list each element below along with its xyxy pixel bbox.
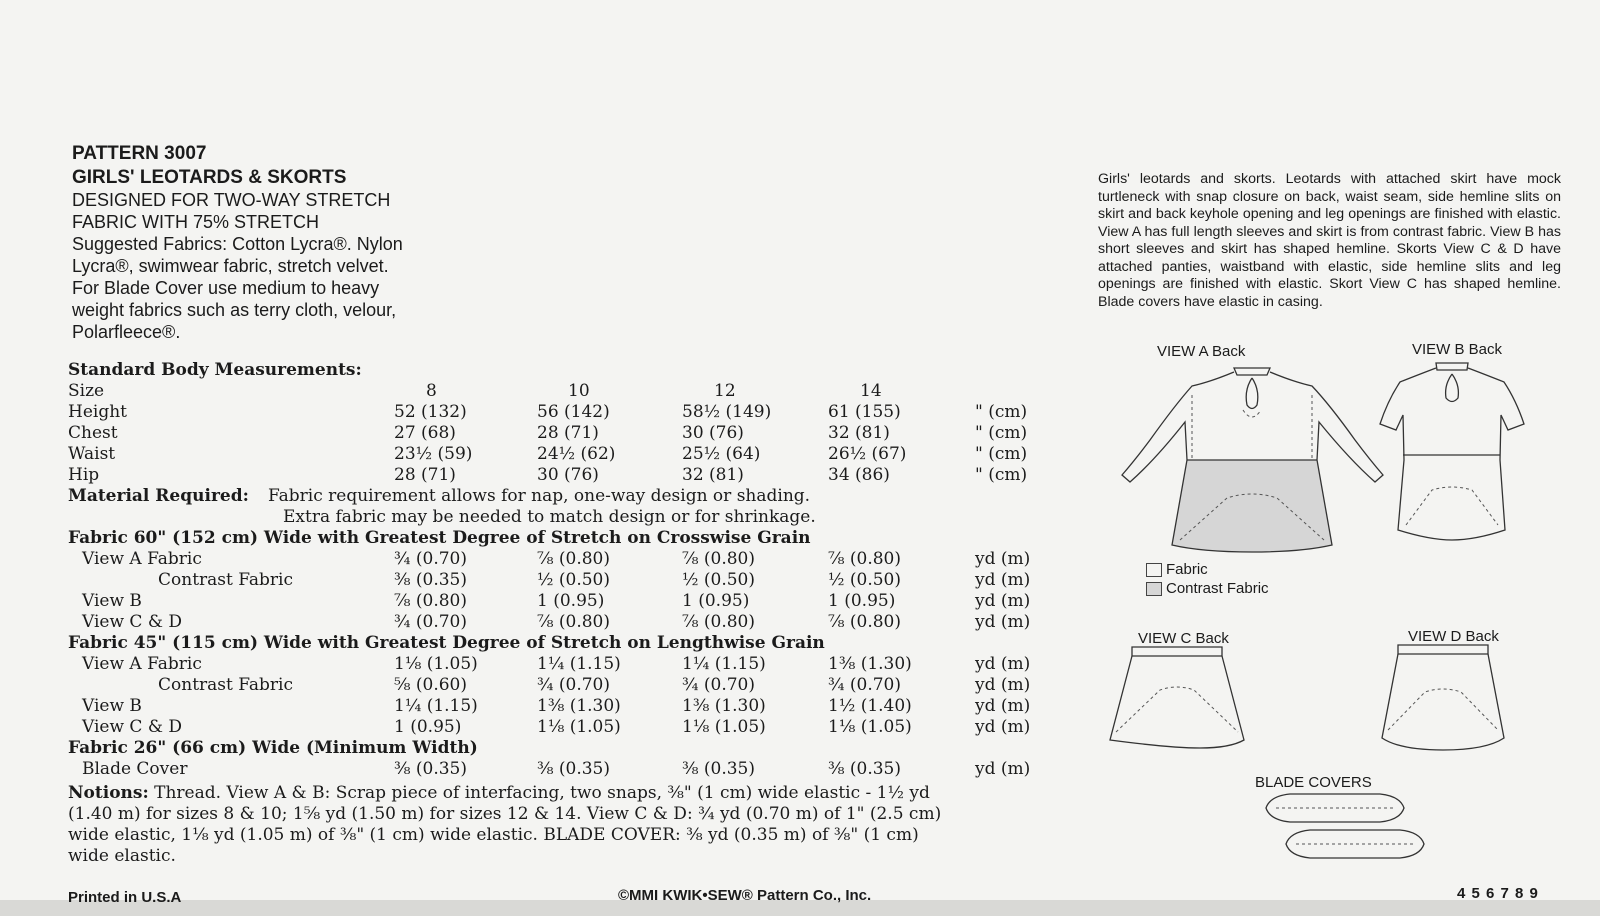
view-a-keyhole-stitch: [1243, 410, 1261, 417]
designed-for-line-1: DESIGNED FOR TWO-WAY STRETCH: [72, 190, 391, 210]
notions-line-2: (1.40 m) for sizes 8 & 10; 1⅝ yd (1.50 m) for sizes 12 & 14. View C & D: ¾ yd (0.70 m) of 1" (2.5 cm): [68, 804, 942, 824]
suggested-fabrics-line-1: Suggested Fabrics: Cotton Lycra®. Nylon: [72, 234, 403, 254]
size-row: [68, 381, 1148, 402]
size-label: Size: [68, 381, 105, 401]
material-required-line-2: Extra fabric may be needed to match design or for shrinkage.: [283, 507, 816, 527]
hip-row: Hip 28 (71) 30 (76) 32 (81) 34 (86) " (cm): [68, 465, 1028, 485]
fabric-45-view-cd-row: View C & D 1 (0.95) 1⅛ (1.05) 1⅛ (1.05) 1⅛ (1.05) yd (m): [82, 717, 1031, 737]
fabric-60-view-a-row: View A Fabric ¾ (0.70) ⅞ (0.80) ⅞ (0.80) ⅞ (0.80) yd (m): [82, 549, 1031, 569]
pattern-description: Girls' leotards and skorts. Leotards with attached skirt have mock turtleneck with snap closure on back, waist seam, side hemline slits on skirt and back keyhole opening and leg openings are finished with elastic. View A has full length sleeves and skirt is from contrast fabric. View B has short sleeves and skirt has shaped hemline. Skorts View C & D have attached panties, waistband with elastic, side hemline slits and leg openings are finished with elastic. Skort View C has shaped hemline. Blade covers have elastic in casing.: [1098, 171, 1561, 310]
copyright-label: ©MMI KWIK•SEW® Pattern Co., Inc.: [618, 887, 872, 904]
view-d-outline: [1382, 654, 1504, 750]
pattern-title: GIRLS' LEOTARDS & SKORTS: [72, 167, 347, 188]
view-c-outline: [1110, 656, 1244, 748]
height-row: Height 52 (132) 56 (142) 58½ (149) 61 (155) " (cm): [68, 402, 1028, 422]
designed-for-line-2: FABRIC WITH 75% STRETCH: [72, 212, 320, 232]
notions-line-3: wide elastic, 1⅛ yd (1.05 m) of ⅜" (1 cm) wide elastic. BLADE COVER: ⅜ yd (0.35 m) of ⅜" (1 cm): [68, 825, 919, 845]
view-b-collar: [1436, 363, 1468, 370]
view-c-waistband: [1132, 647, 1222, 656]
view-c-leg-opening: [1116, 687, 1238, 732]
view-d-waistband: [1398, 645, 1488, 654]
pattern-number: PATTERN 3007: [72, 143, 207, 164]
view-d-back-label: VIEW D Back: [1408, 628, 1499, 645]
view-a-collar: [1234, 368, 1270, 375]
view-c-back-label: VIEW C Back: [1138, 630, 1229, 647]
view-a-back-label: VIEW A Back: [1157, 343, 1246, 360]
view-a-sketch: [1122, 368, 1383, 552]
view-d-leg-opening: [1388, 689, 1498, 730]
suggested-fabrics-line-4: weight fabrics such as terry cloth, velour,: [72, 300, 397, 320]
notions-line-1: Notions: Thread. View A & B: Scrap piece of interfacing, two snaps, ⅜" (1 cm) wide elastic - 1½ yd: [68, 783, 930, 803]
fabric-45-view-b-row: View B 1¼ (1.15) 1⅜ (1.30) 1⅜ (1.30) 1½ (1.40) yd (m): [82, 696, 1031, 716]
view-a-contrast-skirt: [1172, 460, 1332, 552]
blade-covers-sketch: [1266, 794, 1424, 858]
suggested-fabrics-line-5: Polarfleece®.: [72, 322, 181, 342]
fabric-45-view-a-row: View A Fabric 1⅛ (1.05) 1¼ (1.15) 1¼ (1.15) 1⅜ (1.30) yd (m): [82, 654, 1031, 674]
garment-sketches: [1080, 360, 1600, 900]
view-d-sketch: [1382, 645, 1504, 750]
blade-cover-2: [1286, 830, 1424, 858]
fabric-26-blade-cover-row: Blade Cover ⅜ (0.35) ⅜ (0.35) ⅜ (0.35) ⅜ (0.35) yd (m): [82, 759, 1031, 779]
fabric-60-contrast-row: Contrast Fabric ⅜ (0.35) ½ (0.50) ½ (0.50) ½ (0.50) yd (m): [158, 570, 1031, 590]
size-14: 14: [860, 381, 882, 401]
chest-row: Chest 27 (68) 28 (71) 30 (76) 32 (81) " (cm): [68, 423, 1028, 443]
fabric-45-contrast-row: Contrast Fabric ⅝ (0.60) ¾ (0.70) ¾ (0.70) ¾ (0.70) yd (m): [158, 675, 1031, 695]
view-b-sketch: [1380, 363, 1524, 540]
fabric-60-heading: Fabric 60" (152 cm) Wide with Greatest Degree of Stretch on Crosswise Grain: [68, 528, 811, 548]
view-b-keyhole: [1446, 374, 1459, 402]
notions-block: [68, 783, 1068, 867]
product-code: 4 5 6 7 8 9: [1457, 885, 1539, 902]
blade-covers-label: BLADE COVERS: [1255, 774, 1372, 791]
yardage-chart: [68, 0, 1148, 900]
legend-contrast: Contrast Fabric: [1146, 579, 1269, 598]
printed-in-label: Printed in U.S.A: [68, 889, 182, 906]
fabric-45-heading: Fabric 45" (115 cm) Wide with Greatest Degree of Stretch on Lengthwise Grain: [68, 633, 825, 653]
view-b-back-label: VIEW B Back: [1412, 341, 1503, 358]
size-8: 8: [426, 381, 437, 401]
view-b-leg-opening: [1406, 487, 1498, 525]
size-12: 12: [714, 381, 736, 401]
view-c-sketch: [1110, 647, 1244, 748]
blade-cover-1: [1266, 794, 1404, 822]
view-a-keyhole: [1246, 378, 1258, 409]
waist-row: Waist 23½ (59) 24½ (62) 25½ (64) 26½ (67) " (cm): [68, 444, 1028, 464]
suggested-fabrics-line-3: For Blade Cover use medium to heavy: [72, 278, 380, 298]
material-required-line-1: Material Required: Fabric requirement allows for nap, one-way design or shading.: [68, 486, 811, 506]
notions-line-4: wide elastic.: [68, 846, 176, 866]
fabric-26-heading: Fabric 26" (66 cm) Wide (Minimum Width): [68, 738, 478, 758]
legend-fabric: Fabric: [1146, 560, 1269, 579]
view-b-outline: [1380, 368, 1524, 540]
measurements-heading: Standard Body Measurements:: [68, 360, 362, 380]
size-10: 10: [568, 381, 590, 401]
fabric-60-view-b-row: View B ⅞ (0.80) 1 (0.95) 1 (0.95) 1 (0.95) yd (m): [82, 591, 1031, 611]
fabric-60-view-cd-row: View C & D ¾ (0.70) ⅞ (0.80) ⅞ (0.80) ⅞ (0.80) yd (m): [82, 612, 1031, 632]
suggested-fabrics-line-2: Lycra®, swimwear fabric, stretch velvet.: [72, 256, 389, 276]
view-a-armhole-seams: [1192, 395, 1312, 460]
